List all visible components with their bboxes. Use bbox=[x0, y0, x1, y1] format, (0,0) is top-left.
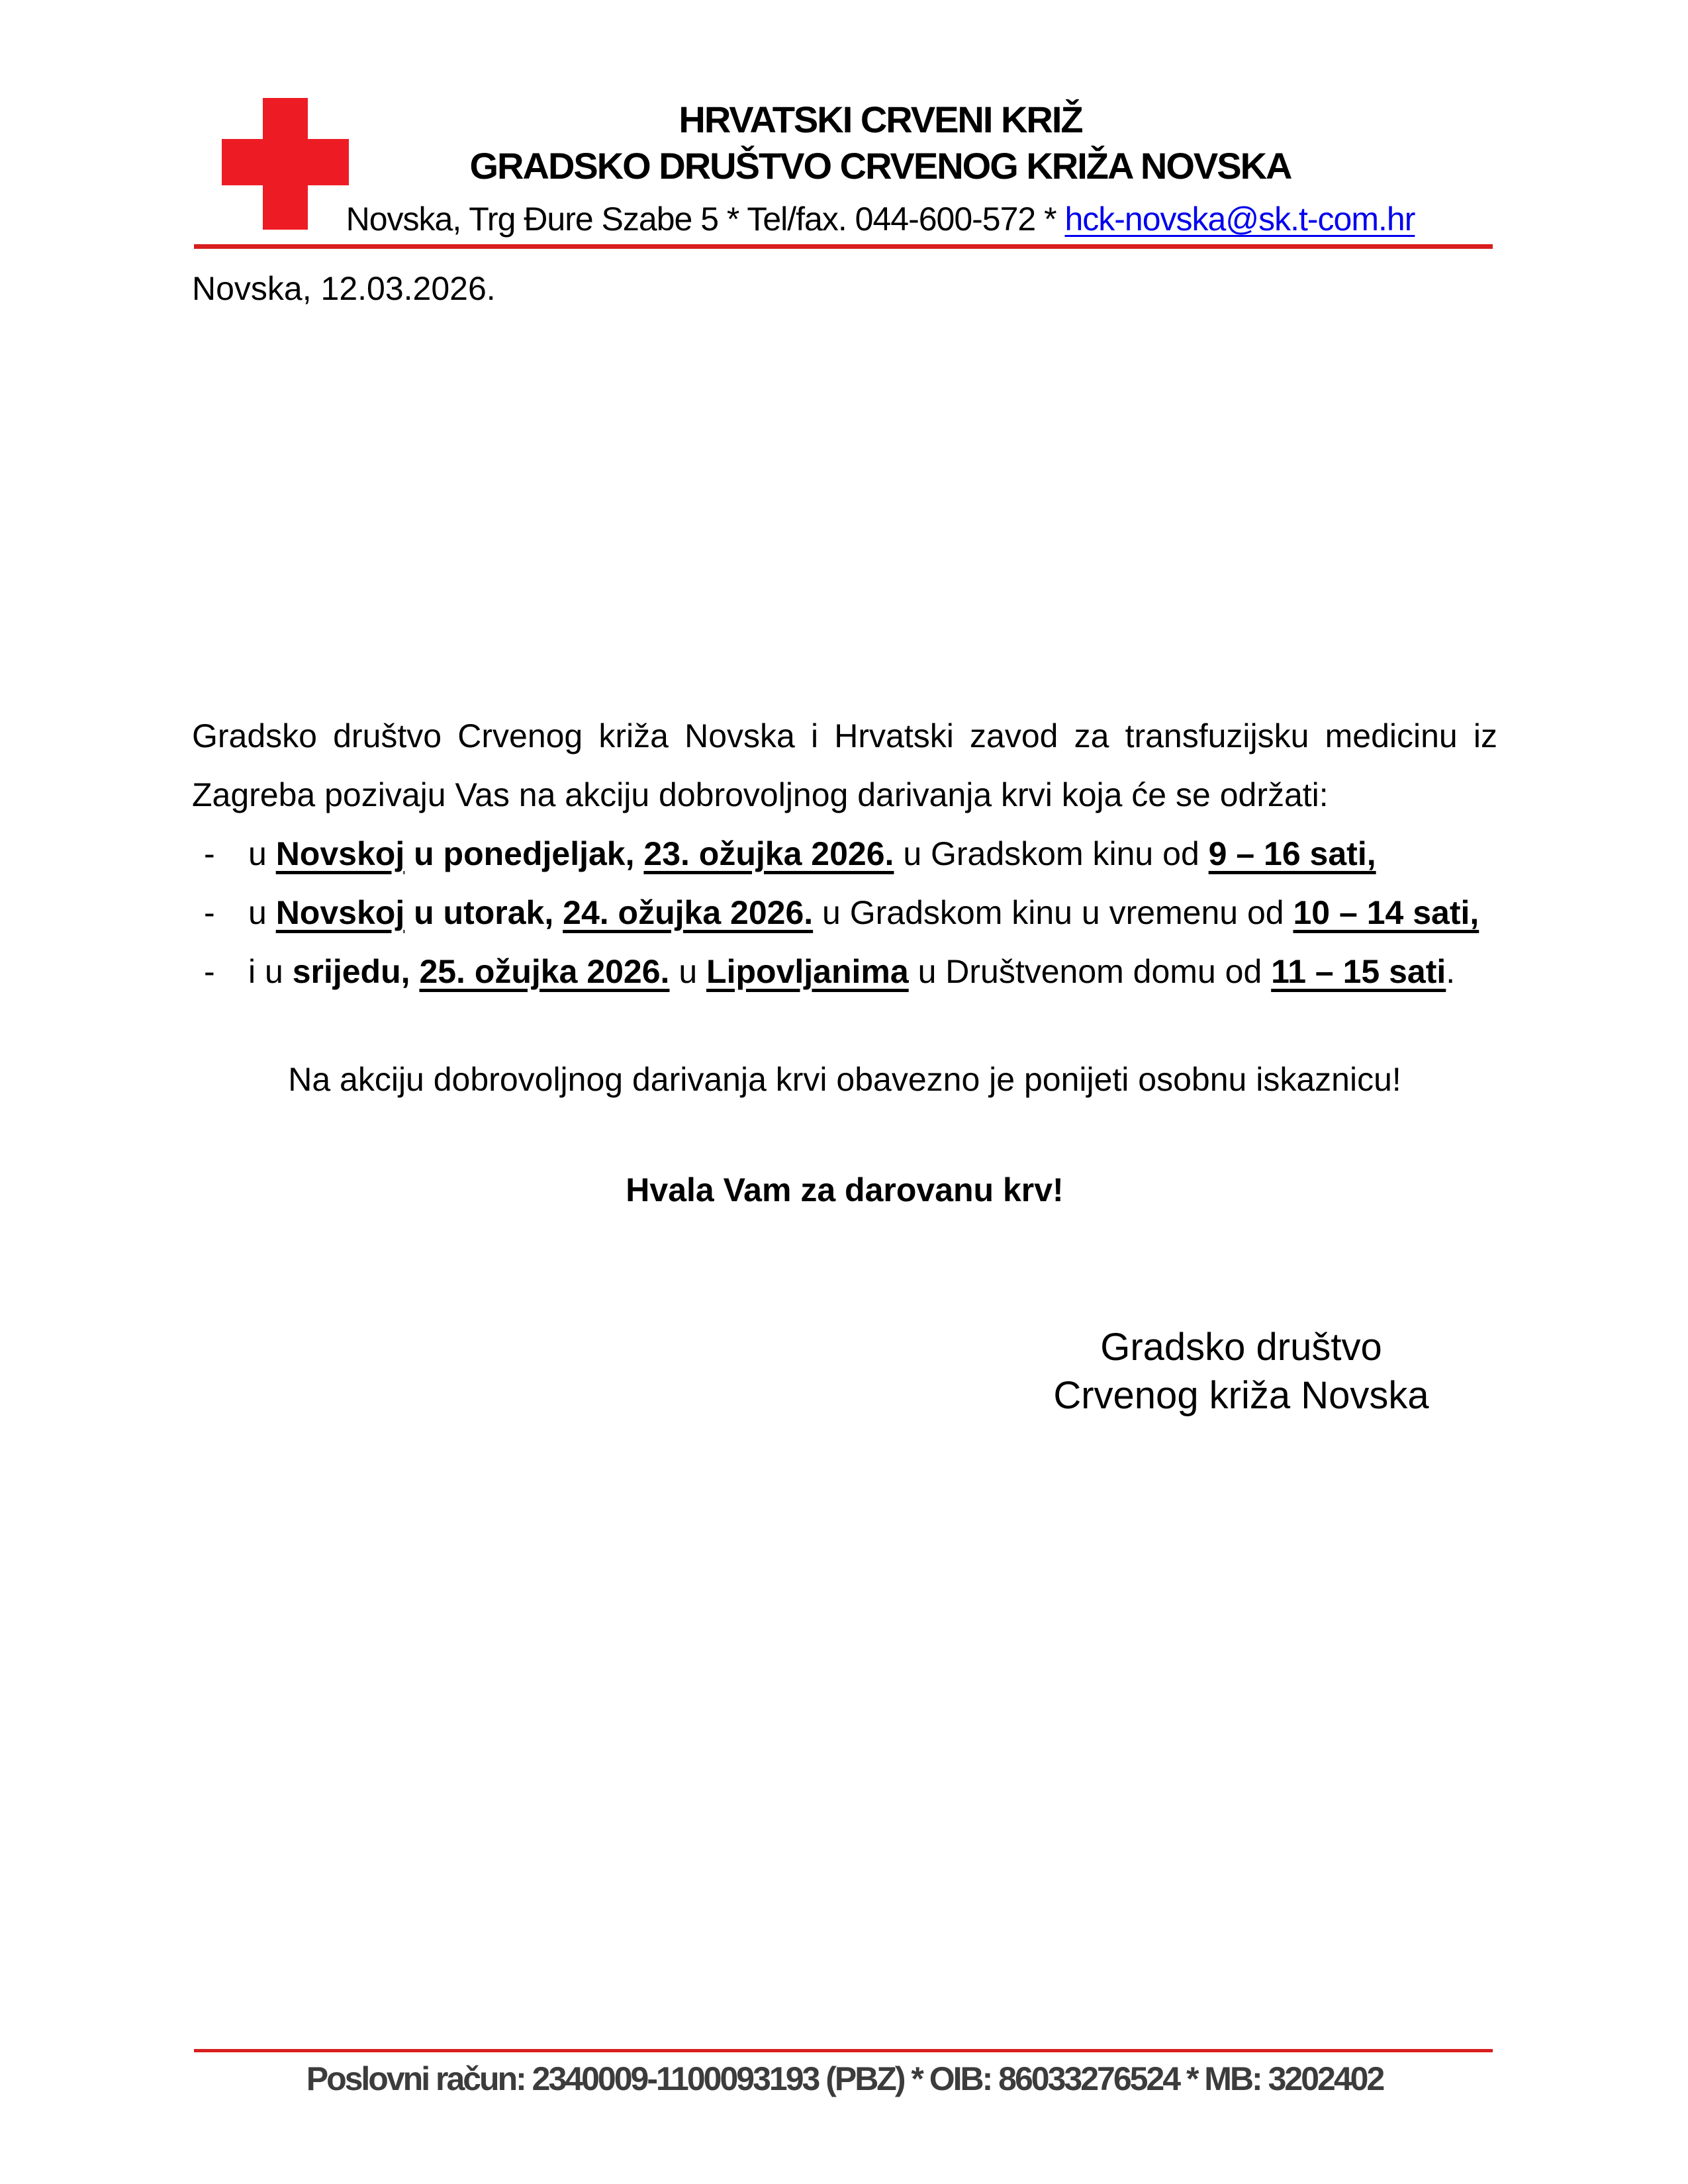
schedule-entry bbox=[248, 884, 1479, 942]
text-segment: u utorak, bbox=[404, 894, 563, 931]
email-link[interactable]: hck-novska@sk.t-com.hr bbox=[1064, 201, 1415, 238]
schedule-list bbox=[192, 825, 1582, 1001]
text-segment: Novskoj bbox=[275, 835, 405, 872]
list-item bbox=[192, 884, 1582, 942]
text-segment: u bbox=[669, 953, 707, 990]
schedule-entry bbox=[248, 942, 1455, 1001]
org-address-line bbox=[271, 199, 1489, 240]
bullet-marker: - bbox=[204, 894, 215, 931]
id-card-note: Na akciju dobrovoljnog darivanja krvi obavezno je ponijeti osobnu iskaznicu! bbox=[288, 1061, 1401, 1098]
address-text: Novska, Trg Đure Szabe 5 * Tel/fax. 044-600-572 * bbox=[346, 201, 1065, 238]
text-segment: 25. ožujka 2026. bbox=[419, 953, 670, 990]
thanks-line: Hvala Vam za darovanu krv! bbox=[626, 1171, 1064, 1208]
text-segment: 24. ožujka 2026. bbox=[563, 894, 814, 931]
text-segment: u bbox=[248, 835, 276, 872]
bullet-marker: - bbox=[204, 953, 215, 990]
text-segment: srijedu, bbox=[292, 953, 420, 990]
bullet-marker: - bbox=[204, 835, 215, 872]
text-segment: u bbox=[248, 894, 276, 931]
text-segment: u Gradskom kinu u vremenu od bbox=[813, 894, 1293, 931]
footer-bank-info: Poslovni račun: 2340009-1100093193 (PBZ) * OIB: 86033276524 * MB: 3202402 bbox=[306, 2060, 1383, 2097]
text-segment: 10 – 14 sati, bbox=[1293, 894, 1479, 931]
header-divider bbox=[194, 244, 1493, 249]
intro-line: Zagreba pozivaju Vas na akciju dobrovoljnog darivanja krvi koja će se održati: bbox=[192, 776, 1329, 813]
org-name-line1: HRVATSKI CRVENI KRIŽ bbox=[679, 99, 1082, 140]
text-segment: Lipovljanima bbox=[706, 953, 909, 990]
intro-paragraph bbox=[192, 707, 1497, 825]
schedule-entry bbox=[248, 825, 1376, 884]
text-segment: 11 – 15 sati bbox=[1271, 953, 1446, 990]
date-line: Novska, 12.03.2026. bbox=[192, 270, 496, 307]
signature-line: Gradsko društvo bbox=[1100, 1326, 1382, 1369]
org-name-line2: GRADSKO DRUŠTVO CRVENOG KRIŽA NOVSKA bbox=[469, 145, 1291, 187]
text-segment: u Gradskom kinu od bbox=[894, 835, 1209, 872]
list-item bbox=[192, 825, 1582, 884]
text-segment: Novskoj bbox=[275, 894, 405, 931]
text-segment: 23. ožujka 2026. bbox=[643, 835, 894, 872]
text-segment: i u bbox=[248, 953, 293, 990]
letterhead bbox=[271, 97, 1489, 240]
footer-divider bbox=[194, 2049, 1493, 2052]
text-segment: 9 – 16 sati, bbox=[1208, 835, 1376, 872]
text-segment: u ponedjeljak, bbox=[404, 835, 644, 872]
text-segment: u Društvenom domu od bbox=[908, 953, 1272, 990]
intro-line: Gradsko društvo Crvenog križa Novska i Hrvatski zavod za transfuzijsku medicinu iz bbox=[192, 717, 1497, 754]
list-item bbox=[192, 942, 1582, 1001]
text-segment: . bbox=[1446, 953, 1456, 990]
signature-line: Crvenog križa Novska bbox=[1053, 1374, 1429, 1417]
signature-block bbox=[910, 1323, 1572, 1420]
